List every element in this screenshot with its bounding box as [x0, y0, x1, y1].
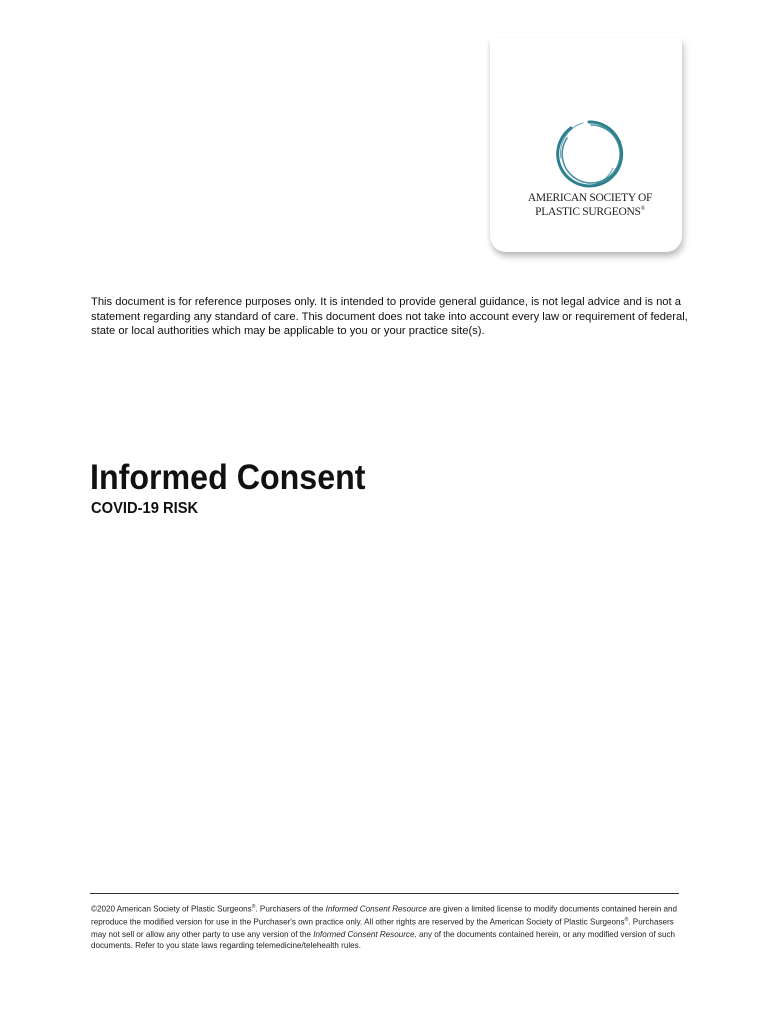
- document-title: Informed Consent: [90, 458, 366, 497]
- registered-mark: ®: [624, 917, 629, 924]
- footer-divider: [90, 893, 679, 894]
- copyright-text: ©2020 American Society of Plastic Surgeons: [91, 904, 252, 914]
- circle-ring-logo-icon: [553, 118, 625, 190]
- copyright-footer: [91, 902, 683, 952]
- resource-name: Informed Consent Resource: [325, 904, 427, 914]
- registered-mark: ®: [251, 904, 256, 910]
- footer-text: are given a limited license to modify documents contained herein and reproduce the modified version for use in the Purchaser's own practice only. All other rights are reserved by the American Society of Plastic Surgeons: [91, 904, 677, 927]
- footer-text: . Purchasers may not sell or allow any other party to use any version of the: [91, 917, 674, 939]
- footer-text: any of the documents contained herein, or any modified version of such documents. Refer to you state laws regarding telemedicine/telehealth rules.: [91, 929, 675, 951]
- logo-line-2: PLASTIC SURGEONS®: [535, 205, 645, 218]
- disclaimer-paragraph: This document is for reference purposes only. It is intended to provide general guidance, is not legal advice and is not a statement regarding any standard of care. This document does not take into account every law or requirement of federal, state or local authorities which may be applicable to you or your practice site(s).: [91, 296, 688, 337]
- organization-logo-text: [510, 193, 670, 218]
- registered-mark: ®: [640, 206, 645, 212]
- footer-text: . Purchasers of the: [255, 904, 326, 914]
- document-subtitle: COVID-19 RISK: [91, 500, 199, 517]
- logo-line-1: AMERICAN SOCIETY OF: [527, 192, 653, 204]
- resource-name: Informed Consent Resource,: [313, 929, 417, 939]
